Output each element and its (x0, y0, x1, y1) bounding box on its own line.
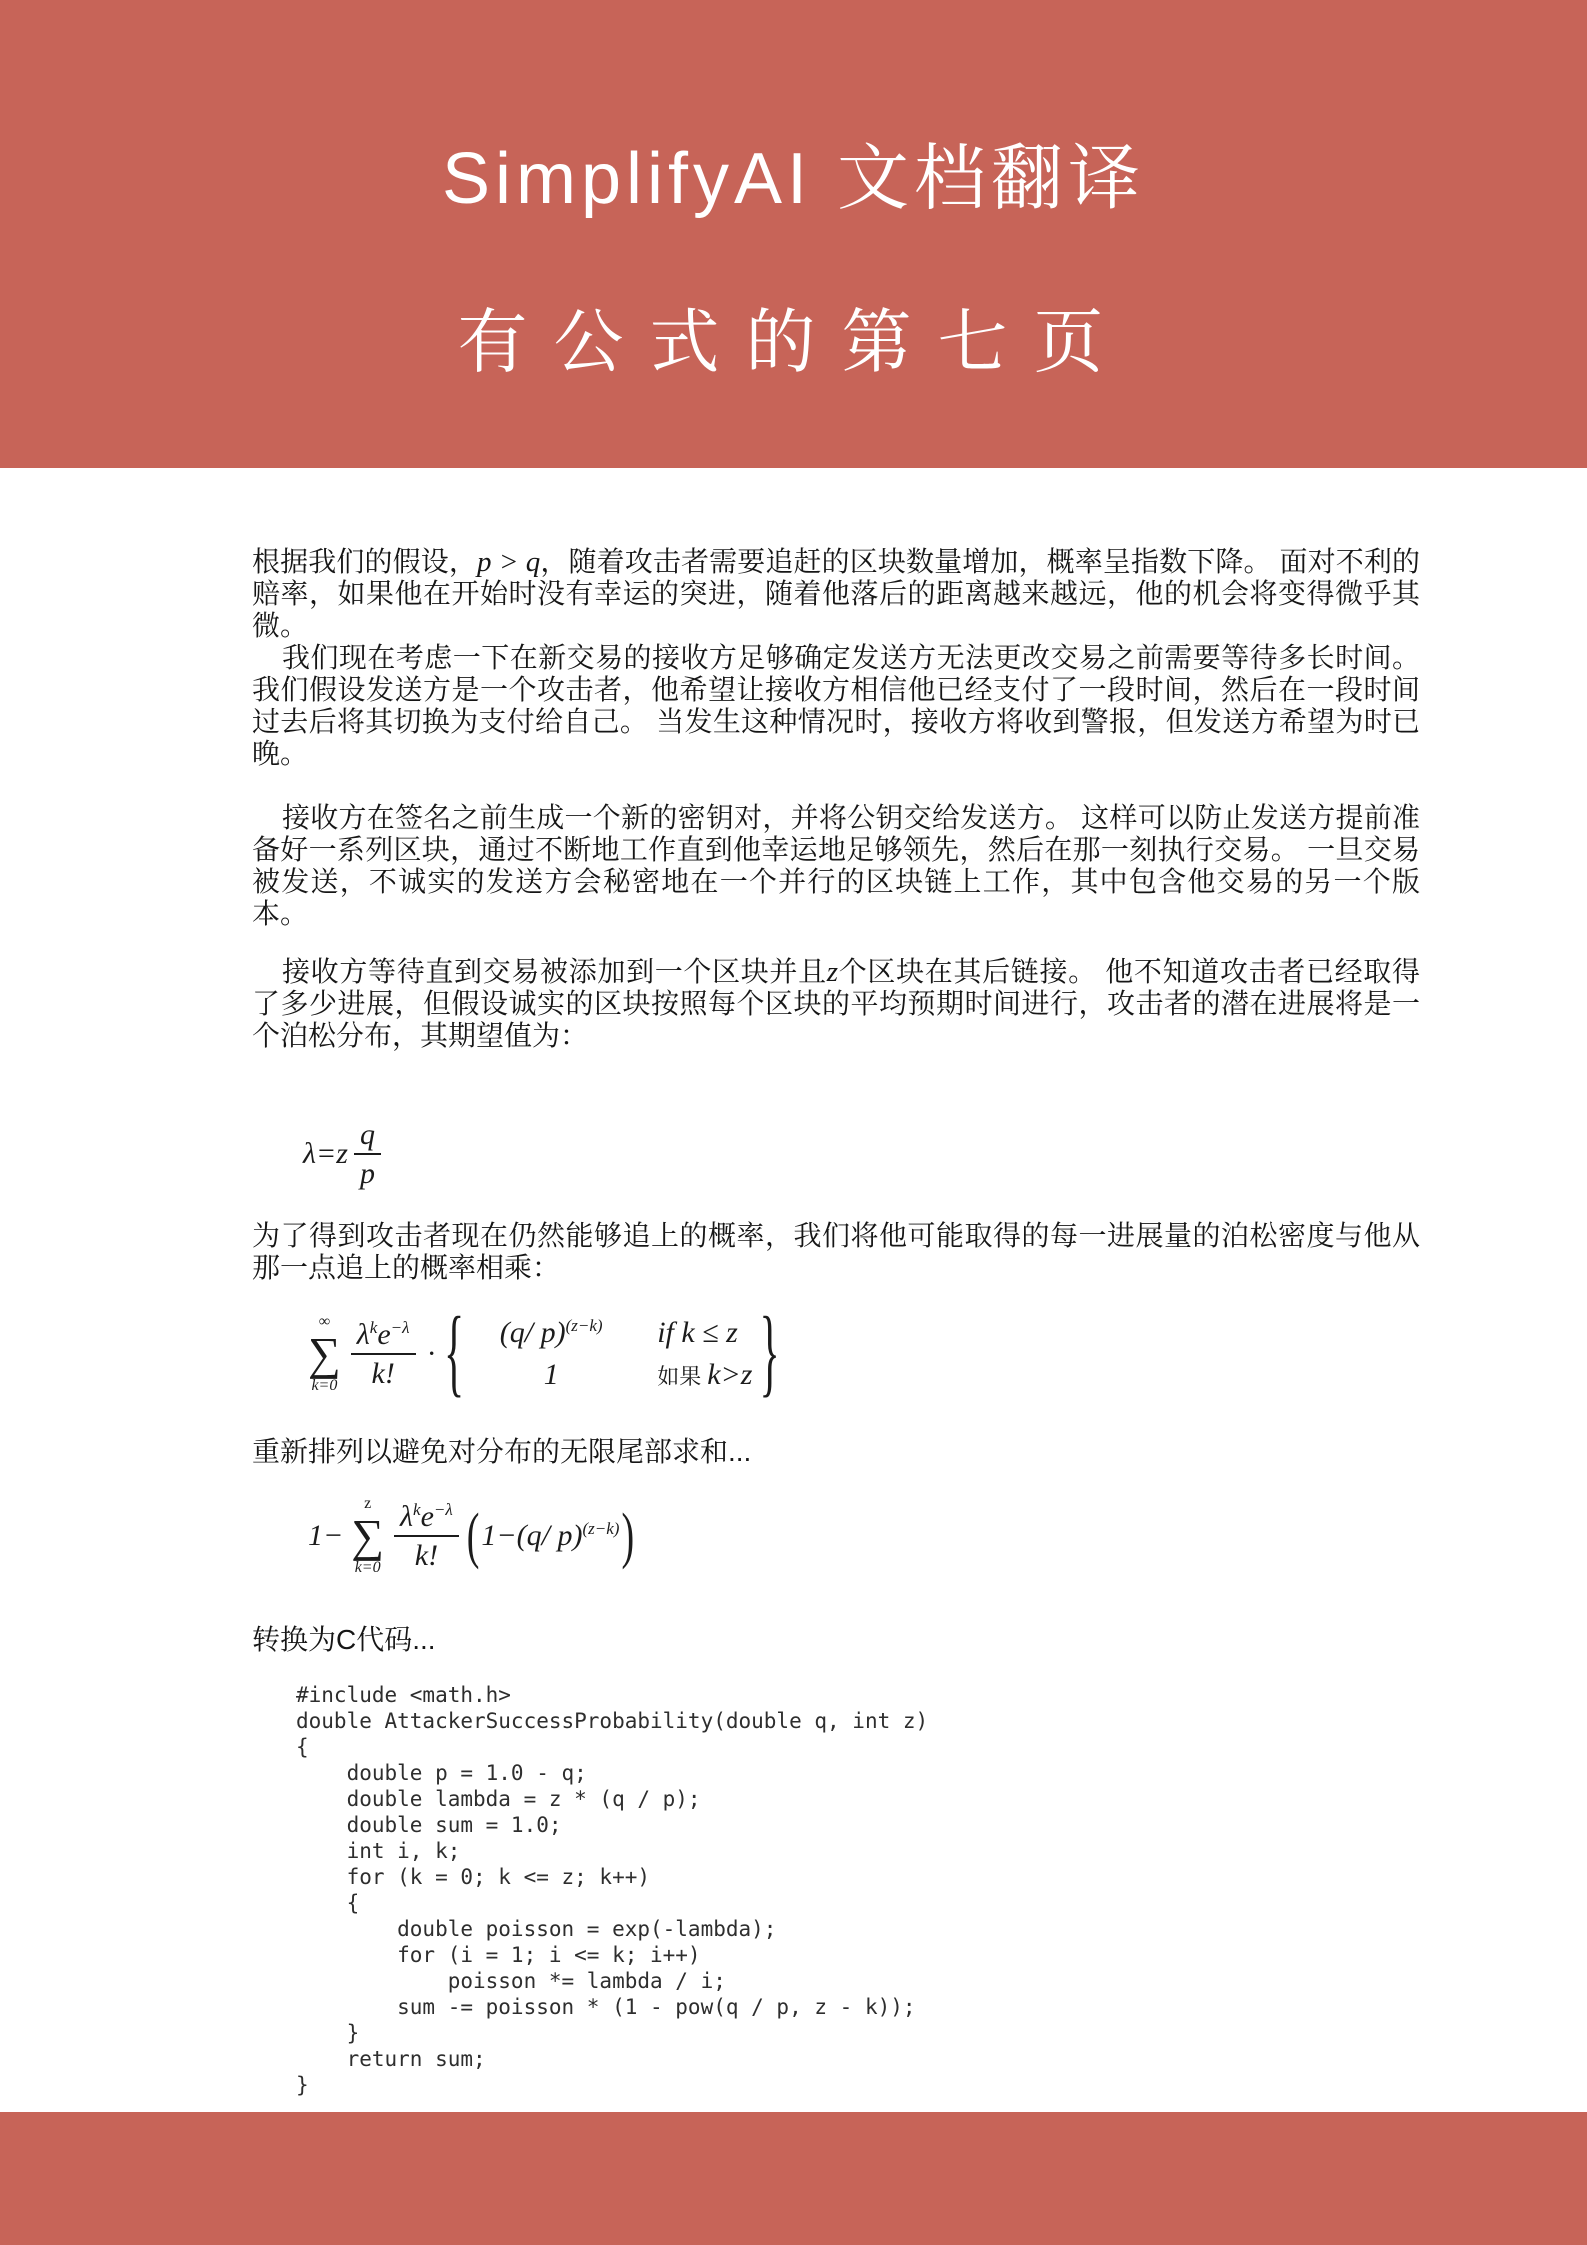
formula-rearranged-sum (308, 1495, 1420, 1576)
poisson-density-fraction (394, 1501, 459, 1572)
case-value: 1 (543, 1358, 559, 1391)
code-line: for (i = 1; i <= k; i++) (296, 1943, 701, 1967)
case-condition-zh: 如果 (657, 1364, 702, 1389)
fraction-numerator (394, 1501, 459, 1538)
paragraph: 重新排列以避免对分布的无限尾部求和... (252, 1436, 752, 1467)
paragraph-text: 根据我们的假设， (252, 546, 477, 577)
page-title: SimplifyAI 文档翻译 (441, 139, 1146, 219)
lambda-symbol: λ (400, 1499, 414, 1533)
formula-lambda-expected-value (303, 1118, 1420, 1190)
case-row (471, 1316, 752, 1350)
left-paren: ( (466, 1501, 480, 1571)
e-symbol: e (377, 1317, 391, 1351)
piecewise-cases (471, 1316, 752, 1392)
code-line: double lambda = z * (q / p); (296, 1787, 701, 1811)
formula-lhs: λ= (303, 1137, 337, 1170)
inner-expression: 1−(q/ p) (481, 1519, 583, 1552)
top-banner (0, 0, 1587, 468)
formula-poisson-sum (304, 1299, 1420, 1409)
e-exponent: −λ (390, 1317, 410, 1337)
fraction-numerator (351, 1319, 416, 1356)
sum-lower-limit: k=0 (311, 1377, 338, 1394)
left-brace: { (444, 1299, 465, 1409)
code-line: { (296, 1891, 360, 1915)
lambda-exponent: k (369, 1317, 378, 1337)
paragraph: 接收方在签名之前生成一个新的密钥对，并将公钥交给发送方。 这样可以防止发送方提前准备好一系列区块，通过不断地工作直到他幸运地足够领先，然后在那一刻执行交易。 一旦交易被发送，不诚实的发送方会秘密地在一个并行的区块链上工作，其中包含他交易的另一个版本。 (252, 802, 1420, 929)
paragraph-text: 个区块在其后链接。 他不知道攻击者已经取得了多少进展，但假设诚实的区块按照每个区块的平均预期时间进行，攻击者的潜在进展将是一个泊松分布，其期望值为： (252, 956, 1420, 1051)
sum-symbol: ∑ (308, 1328, 341, 1379)
inner-exponent: (z−k) (582, 1519, 620, 1538)
case-condition (657, 1358, 752, 1392)
page-subtitle: 有公式的第七页 (457, 303, 1130, 382)
fraction-denominator: k! (371, 1357, 395, 1390)
code-line: double poisson = exp(-lambda); (296, 1917, 777, 1941)
right-brace: } (759, 1299, 780, 1409)
e-exponent: −λ (433, 1499, 453, 1519)
sum-upper-limit: z (364, 1495, 372, 1512)
inline-math-p-gt-q: p > q (476, 546, 541, 578)
fraction-denominator: p (359, 1157, 375, 1190)
fraction-numerator: q (354, 1119, 381, 1156)
code-line: double AttackerSuccessProbability(double q, int z) (296, 1709, 929, 1733)
paragraph: 转换为C代码... (252, 1624, 436, 1655)
sum-lower-limit: k=0 (354, 1559, 381, 1576)
summation-operator (308, 1314, 341, 1394)
paragraph-text: ，随着攻击者需要追赶的区块数量增加，概率呈指数下降。 面对不利的赔率，如果他在开始时没有幸运的突进，随着他落后的距离越来越远，他的机会将变得微乎其微。 (252, 546, 1420, 641)
code-line: } (296, 2021, 360, 2045)
code-line: poisson *= lambda / i; (296, 1969, 726, 1993)
code-line: double sum = 1.0; (296, 1813, 562, 1837)
summation-operator (351, 1496, 384, 1576)
c-code-block (296, 1682, 1420, 2098)
sum-upper-limit: ∞ (318, 1313, 331, 1330)
fraction-denominator: k! (414, 1539, 439, 1572)
code-line: sum -= poisson * (1 - pow(q / p, z - k)); (296, 1995, 916, 2019)
case-condition: if k ≤ z (657, 1316, 738, 1349)
case-exponent: (z−k) (565, 1316, 603, 1335)
code-line: double p = 1.0 - q; (296, 1761, 587, 1785)
e-symbol: e (420, 1499, 434, 1533)
lambda-symbol: λ (356, 1317, 370, 1351)
code-line: return sum; (296, 2047, 486, 2071)
fraction-q-over-p (354, 1119, 381, 1190)
formula-prefix: 1− (308, 1519, 344, 1552)
code-line: { (296, 1735, 309, 1759)
paragraph (252, 546, 1420, 642)
case-value (471, 1316, 631, 1350)
case-row (471, 1358, 752, 1392)
formula-coefficient: z (336, 1137, 348, 1170)
poisson-density-fraction (351, 1319, 416, 1390)
code-line: #include <math.h> (296, 1683, 511, 1707)
paragraph (252, 956, 1420, 1052)
right-paren: ) (621, 1501, 635, 1571)
paragraph-text: 接收方等待直到交易被添加到一个区块并且 (282, 956, 827, 987)
paragraph: 我们现在考虑一下在新交易的接收方足够确定发送方无法更改交易之前需要等待多长时间。 我们假设发送方是一个攻击者，他希望让接收方相信他已经支付了一段时间，然后在一段时间过去后将其切换为支付给自己。 当发生这种情况时，接收方将收到警报，但发送方希望为时已晚。 (252, 642, 1420, 769)
sum-symbol: ∑ (351, 1510, 385, 1561)
code-line: for (k = 0; k <= z; k++) (296, 1865, 651, 1889)
paragraph: 为了得到攻击者现在仍然能够追上的概率，我们将他可能取得的每一进展量的泊松密度与他从那一点追上的概率相乘： (252, 1220, 1420, 1283)
code-line: } (296, 2073, 309, 2097)
lambda-exponent: k (413, 1499, 421, 1519)
document-content (0, 468, 1587, 2098)
case-base: (q/ p) (499, 1316, 566, 1349)
case-condition-math: k>z (707, 1358, 753, 1391)
bottom-banner (0, 2112, 1587, 2245)
code-line: int i, k; (296, 1839, 461, 1863)
multiplication-dot: · (427, 1337, 436, 1370)
inline-math-z: z (826, 956, 839, 988)
paren-inner (481, 1519, 619, 1553)
